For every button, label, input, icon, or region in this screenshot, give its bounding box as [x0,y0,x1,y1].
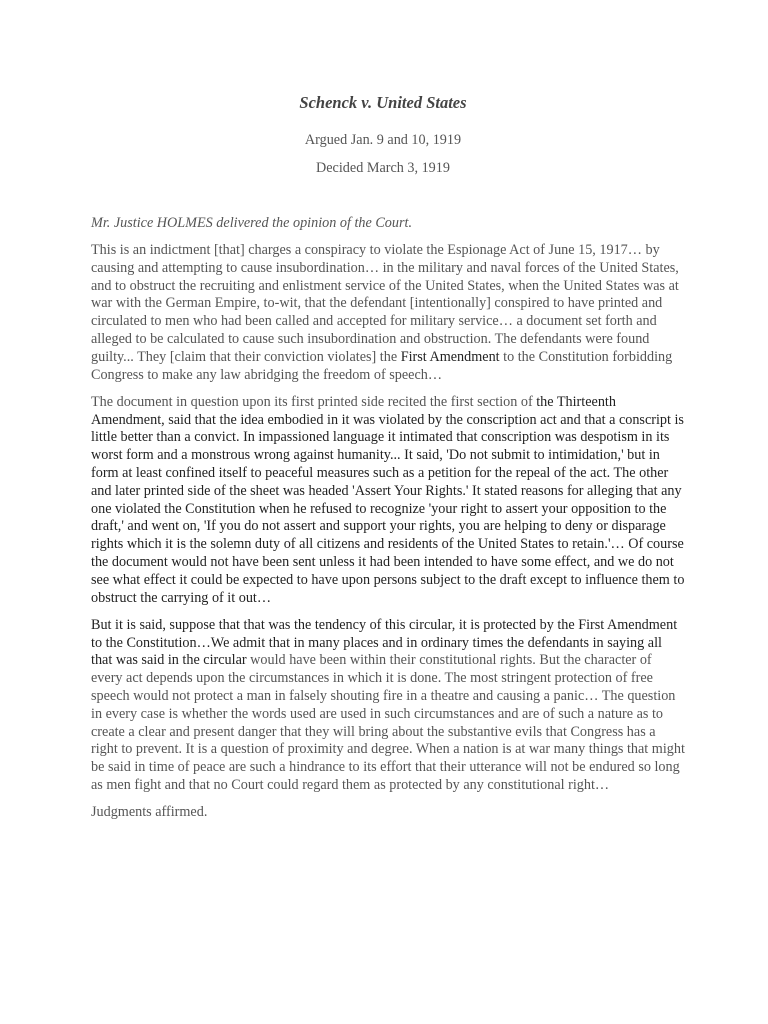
document-title: Schenck v. United States [299,93,467,112]
paragraph-3 [91,617,685,795]
opinion-body [91,242,685,831]
paragraph-2 [91,394,685,608]
opinion-attribution: Mr. Justice HOLMES delivered the opinion of the Court. [91,215,413,231]
text-segment: to the Constitution forbidding Congress to make any law abridging the freedom of speech… [91,348,673,383]
paragraph-4 [91,804,685,822]
text-segment: This is an indictment [that] charges a conspiracy to violate the Espionage Act of June 15, 1917… by causing and attempting to cause insubordination… in the military and naval forces of the United States, and to obstruct the recruiting and enlistment service of the United States, when the United States was at war with the German Empire, to-wit, that the defendant [intentionally] conspired to have printed and circulated to men who had been called and accepted for military service… a document set forth and alleged to be calculated to cause such insubordination and obstruction. The defendants were found guilty... They [claim that their conviction violates] the [91,242,679,365]
text-segment: the Thirteenth Amendment, said that the idea embodied in it was violated by the conscription act and that a conscript is little better than a convict. In impassioned language it intimated that conscription was despotism in its worst form and a monstrous wrong against humanity... It said, 'Do not submit to intimidation,' but in form at least confined itself to peaceful measures such as a petition for the repeal of the act. The other and later printed side of the sheet was headed 'Assert Your Rights.' It stated reasons for alleging that any one violated the Constitution when he refused to recognize 'your right to assert your opposition to the draft,' and went on, 'If you do not assert and support your rights, you are helping to deny or disparage rights which it is the solemn duty of all citizens and residents of the United States to retain.'… Of course the document would not have been sent unless it had been intended to have some effect, and we do not see what effect it could be expected to have upon persons subject to the draft except to influence them to obstruct the carrying of it out… [91,393,685,606]
paragraph-1 [91,242,685,384]
argued-date: Argued Jan. 9 and 10, 1919 [304,132,462,148]
text-segment: would have been within their constitutional rights. But the character of every act depends upon the circumstances in which it is done. The most stringent protection of free speech would not protect a man in falsely shouting fire in a theatre and causing a panic… The question in every case is whether the words used are used in such circumstances and are of such a nature as to create a clear and present danger that they will bring about the substantive evils that Congress has a right to prevent. It is a question of proximity and degree. When a nation is at war many things that might be said in time of peace are such a hindrance to its effort that their utterance will not be endured so long as men fight and that no Court could regard them as protected by any constitutional right… [91,652,685,793]
decided-date: Decided March 3, 1919 [316,160,450,176]
text-segment: Judgments affirmed. [91,804,208,821]
text-segment: First Amendment [400,348,500,365]
text-segment: The document in question upon its first printed side recited the first section of [91,393,537,410]
text-segment: But it is said, suppose that that was the tendency of this circular, it is protected by the First Amendment to the Constitution…We admit that in many places and in ordinary times the defendants in saying all that was said in the circular [91,616,678,669]
